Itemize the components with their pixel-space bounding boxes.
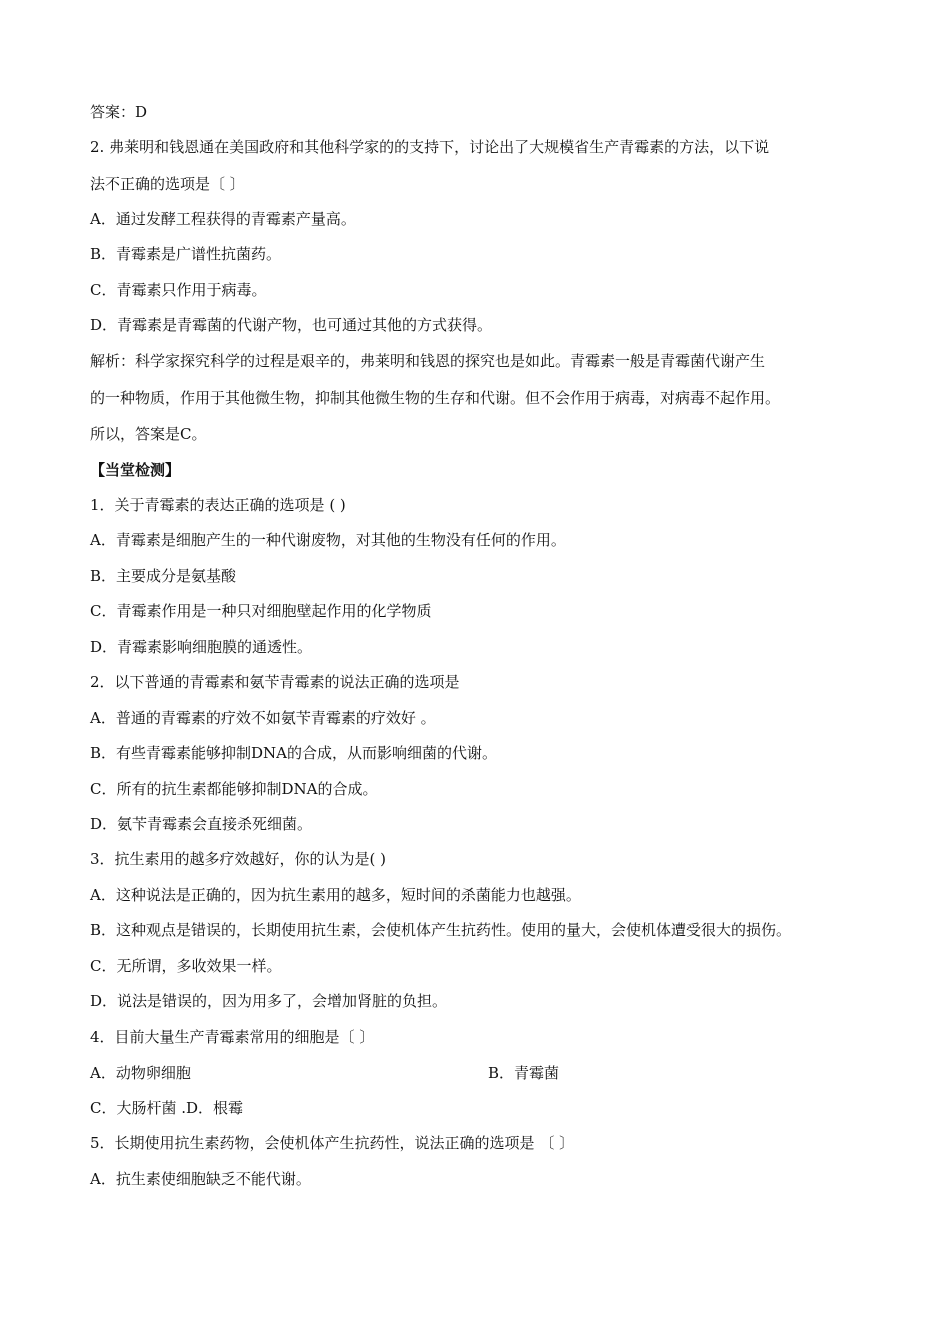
test-q2-option-c: C．所有的抗生素都能够抑制DNA的合成。 xyxy=(90,780,378,798)
section-title: 【当堂检测】 xyxy=(90,461,181,479)
test-q3-option-d: D．说法是错误的，因为用多了，会增加肾脏的负担。 xyxy=(90,992,448,1010)
test-q4-option-a: A．动物卵细胞 xyxy=(90,1064,191,1082)
q2-option-b: B．青霉素是广谱性抗菌药。 xyxy=(90,245,282,263)
test-q2-option-b: B．有些青霉素能够抑制DNA的合成，从而影响细菌的代谢。 xyxy=(90,744,498,762)
answer-line: 答案：D xyxy=(90,103,148,121)
q2-analysis-line3: 所以，答案是C。 xyxy=(90,425,207,443)
test-q3-stem: 3．抗生素用的越多疗效越好，你的认为是( ) xyxy=(90,850,387,868)
q2-stem-line2: 法不正确的选项是〔 〕 xyxy=(90,175,245,193)
q2-analysis-line2: 的一种物质，作用于其他微生物，抑制其他微生物的生存和代谢。但不会作用于病毒，对病毒不起作用。 xyxy=(90,389,781,407)
test-q3-option-a: A．这种说法是正确的，因为抗生素用的越多，短时间的杀菌能力也越强。 xyxy=(90,886,581,904)
test-q3-option-c: C．无所谓，多收效果一样。 xyxy=(90,957,282,975)
test-q5-option-a: A．抗生素使细胞缺乏不能代谢。 xyxy=(90,1170,311,1188)
test-q1-option-c: C．青霉素作用是一种只对细胞壁起作用的化学物质 xyxy=(90,602,432,620)
q2-option-c: C．青霉素只作用于病毒。 xyxy=(90,281,267,299)
test-q2-stem: 2．以下普通的青霉素和氨苄青霉素的说法正确的选项是 xyxy=(90,673,460,691)
test-q4-options-ab xyxy=(90,1063,850,1083)
test-q3-option-b: B．这种观点是错误的，长期使用抗生素，会使机体产生抗药性。使用的量大，会使机体遭受很大的损伤。 xyxy=(90,921,792,939)
test-q1-option-a: A．青霉素是细胞产生的一种代谢废物，对其他的生物没有任何的作用。 xyxy=(90,531,566,549)
test-q2-option-d: D．氨苄青霉素会直接杀死细菌。 xyxy=(90,815,313,833)
test-q4-options-cd: C．大肠杆菌 .D．根霉 xyxy=(90,1099,244,1117)
test-q5-stem: 5．长期使用抗生素药物，会使机体产生抗药性，说法正确的选项是 〔 〕 xyxy=(90,1134,575,1152)
test-q4-option-b: B．青霉菌 xyxy=(488,1064,560,1082)
q2-option-a: A．通过发酵工程获得的青霉素产量高。 xyxy=(90,210,356,228)
test-q2-option-a: A．普通的青霉素的疗效不如氨苄青霉素的疗效好 。 xyxy=(90,709,436,727)
test-q1-option-d: D．青霉素影响细胞膜的通透性。 xyxy=(90,638,313,656)
q2-analysis-line1: 解析：科学家探究科学的过程是艰辛的，弗莱明和钱恩的探究也是如此。青霉素一般是青霉菌代谢产生 xyxy=(90,352,766,370)
q2-option-d: D．青霉素是青霉菌的代谢产物，也可通过其他的方式获得。 xyxy=(90,316,493,334)
test-q1-option-b: B．主要成分是氨基酸 xyxy=(90,567,237,585)
q2-stem-line1: 2. 弗莱明和钱恩通在美国政府和其他科学家的的支持下，讨论出了大规模省生产青霉素的方法，以下说 xyxy=(90,138,770,156)
test-q1-stem: 1．关于青霉素的表达正确的选项是 ( ) xyxy=(90,496,346,514)
test-q4-stem: 4．目前大量生产青霉素常用的细胞是〔 〕 xyxy=(90,1028,375,1046)
